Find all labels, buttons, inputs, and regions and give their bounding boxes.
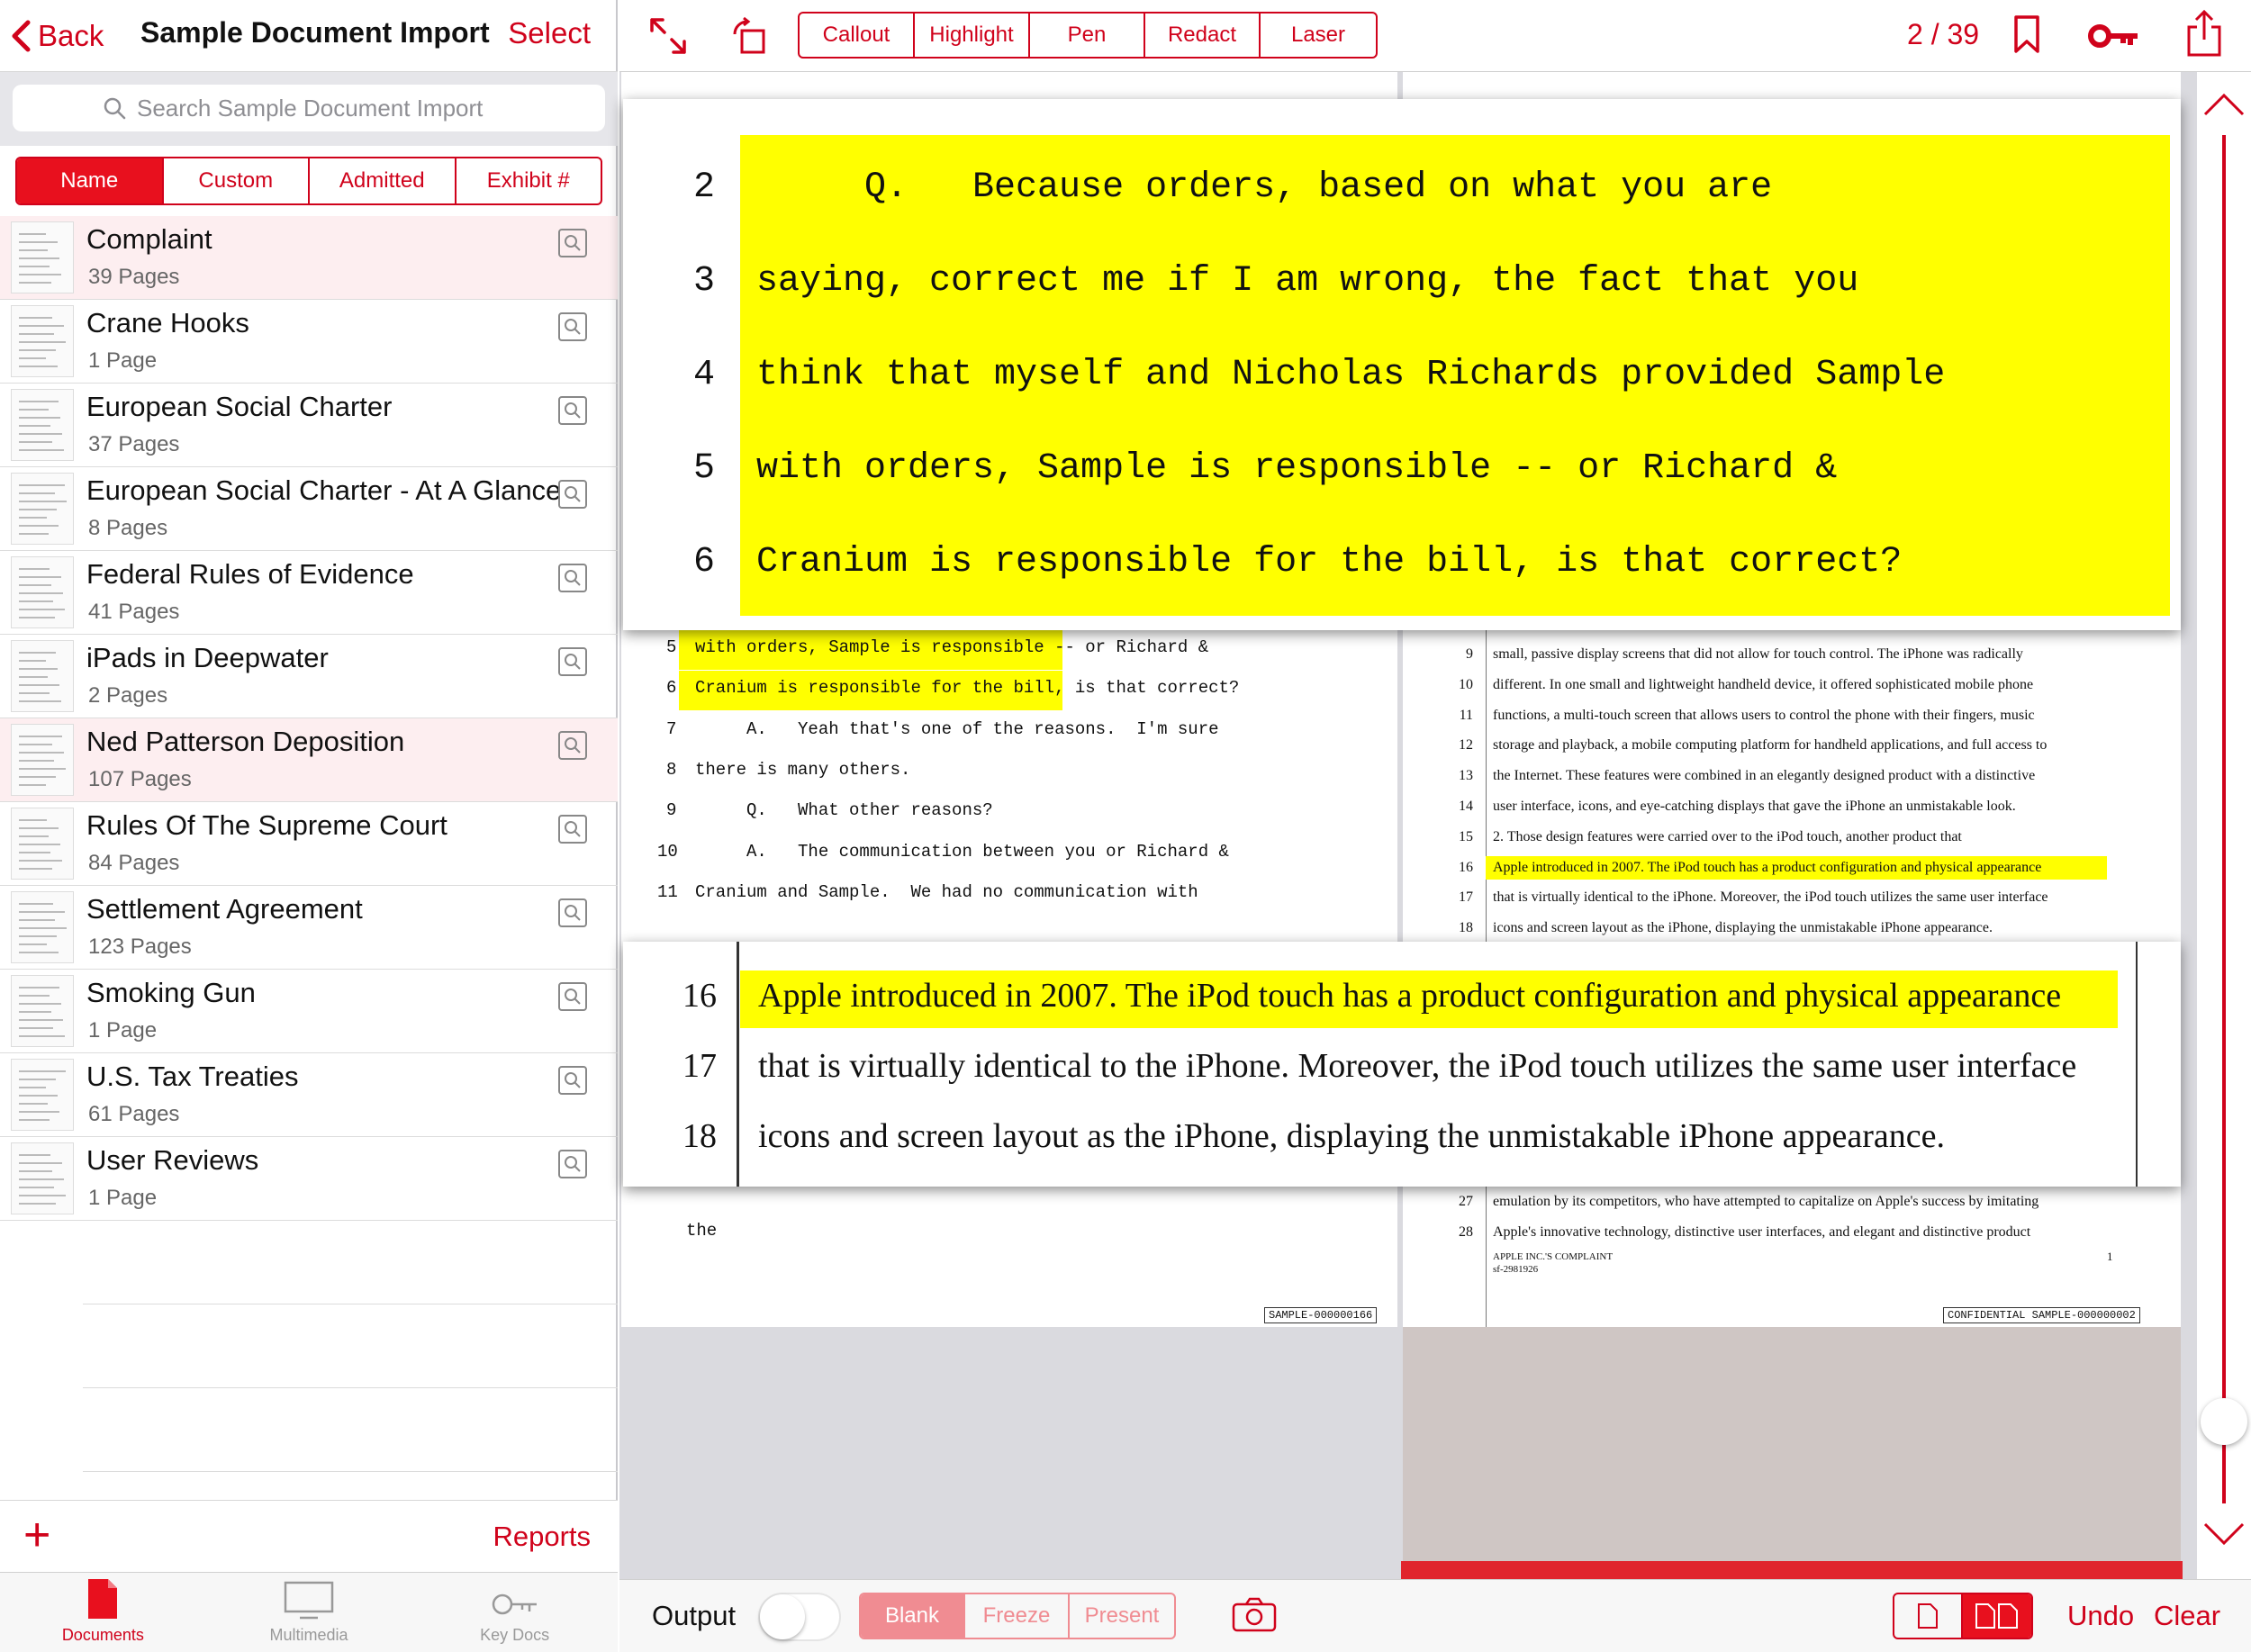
- search-icon: [563, 652, 583, 672]
- search-icon: [563, 233, 583, 253]
- viewer-toolbar: [619, 0, 2251, 72]
- search-bar: [0, 72, 618, 146]
- scrubber-thumb[interactable]: [2201, 1398, 2247, 1445]
- document-name: Ned Patterson Deposition: [86, 726, 405, 757]
- search-icon: [563, 903, 583, 923]
- complaint-line: functions, a multi-touch screen that allows users to control the phone with their fingers, music: [1493, 707, 2035, 723]
- thumbnail-line: [19, 341, 66, 343]
- thumbnail-line: [19, 676, 48, 678]
- thumbnail-line: [19, 417, 60, 419]
- search-icon: [563, 987, 583, 1007]
- line-number: 9: [1466, 646, 1473, 662]
- single-page-icon: [1917, 1602, 1939, 1629]
- mode-freeze-button[interactable]: Freeze: [965, 1594, 1070, 1638]
- document-search-button[interactable]: [558, 982, 587, 1011]
- line-number: 2: [693, 167, 716, 208]
- callout-line: Q. Because orders, based on what you are: [756, 167, 1773, 208]
- thumbnail-line: [19, 257, 59, 259]
- share-button[interactable]: [2186, 9, 2222, 62]
- thumbnail-line: [19, 241, 58, 243]
- line-number: 10: [657, 841, 678, 862]
- search-icon: [563, 1154, 583, 1174]
- complaint-line: user interface, icons, and eye-catching displays that gave the iPhone an unmistakable look.: [1493, 799, 2016, 814]
- key-doc-button[interactable]: [2087, 20, 2141, 57]
- line-number: 16: [683, 977, 717, 1015]
- add-document-button[interactable]: +: [23, 1509, 51, 1561]
- thumbnail-line: [19, 274, 61, 275]
- thumbnail-line: [19, 576, 61, 578]
- callout-complaint[interactable]: [623, 942, 2181, 1187]
- search-icon: [563, 1070, 583, 1090]
- thumbnail-line: [19, 317, 52, 319]
- document-page-count: 8 Pages: [88, 516, 168, 540]
- document-search-button[interactable]: [558, 898, 587, 927]
- tool-highlight-button[interactable]: Highlight: [915, 14, 1030, 57]
- document-list: [0, 216, 618, 1472]
- document-icon: [86, 1577, 119, 1620]
- tab-bar: [0, 1572, 618, 1652]
- complaint-page-number: 1: [2107, 1250, 2113, 1263]
- bookmark-icon: [2013, 14, 2040, 54]
- document-name: User Reviews: [86, 1144, 259, 1176]
- thumbnail-line: [19, 233, 46, 235]
- tool-laser-button[interactable]: Laser: [1290, 23, 1346, 47]
- line-number: 17: [1459, 889, 1473, 906]
- transcript-line: Cranium is responsible for the bill, is that correct?: [695, 678, 1240, 699]
- thumbnail-line: [19, 1111, 59, 1113]
- two-page-view-button[interactable]: [1963, 1594, 2031, 1638]
- thumbnail-line: [19, 1103, 48, 1105]
- thumbnail-line: [19, 441, 52, 443]
- thumbnail-line: [19, 433, 62, 435]
- thumbnail-line: [19, 492, 55, 494]
- thumbnail-line: [19, 509, 57, 510]
- callout-line: icons and screen layout as the iPhone, displaying the unmistakable iPhone appearance.: [758, 1117, 1946, 1155]
- document-name: European Social Charter - At A Glance: [86, 474, 562, 506]
- thumbnail-line: [19, 1162, 62, 1164]
- thumbnail-line: [19, 987, 59, 988]
- presentation-bar: [619, 1579, 2251, 1652]
- document-search-button[interactable]: [558, 647, 587, 676]
- sort-tab-admitted[interactable]: Admitted: [310, 158, 457, 203]
- thumbnail-line: [19, 249, 48, 251]
- complaint-line: emulation by its competitors, who have attempted to capitalize on Apple's success by imitating: [1493, 1194, 2039, 1209]
- callout-line: Apple introduced in 2007. The iPod touch has a product configuration and physical appearance: [758, 977, 2062, 1015]
- thumbnail-line: [19, 760, 54, 762]
- thumbnail-line: [19, 935, 57, 937]
- document-row[interactable]: [0, 970, 618, 1053]
- empty-list-row: [83, 1388, 618, 1472]
- chevron-up-icon[interactable]: [2202, 92, 2246, 117]
- complaint-line: storage and playback, a mobile computing platform for handheld applications, and full access to: [1493, 737, 2048, 754]
- thumbnail-line: [19, 1119, 50, 1121]
- thumbnail-line: [19, 409, 49, 411]
- document-row[interactable]: [0, 1137, 618, 1221]
- tab-label: Multimedia: [269, 1626, 348, 1644]
- tool-callout-button[interactable]: Callout: [800, 14, 915, 57]
- line-number: 18: [1459, 920, 1473, 936]
- callout-line: that is virtually identical to the iPhone. Moreover, the iPod touch utilizes the same user interface: [758, 1047, 2077, 1085]
- thumbnail-line: [19, 1003, 61, 1005]
- document-viewer: [619, 0, 2251, 1652]
- two-page-icon: [1975, 1602, 2020, 1629]
- thumbnail-line: [19, 266, 50, 267]
- expand-icon: [648, 16, 688, 56]
- margin-rule: [2136, 942, 2138, 1187]
- line-number: 14: [1459, 799, 1473, 814]
- margin-rule: [737, 942, 739, 1187]
- clear-button[interactable]: Clear: [2154, 1600, 2221, 1631]
- thumbnail-line: [19, 919, 55, 921]
- document-search-button[interactable]: [558, 1150, 587, 1178]
- callout-line: Cranium is responsible for the bill, is that correct?: [756, 542, 1903, 582]
- back-button[interactable]: [11, 13, 104, 59]
- complaint-line: 2. Those design features were carried over to the iPod touch, another product that: [1493, 828, 1962, 844]
- thumbnail-line: [19, 852, 50, 853]
- line-number: 4: [693, 355, 716, 395]
- transcript-line: Cranium and Sample. We had no communication with: [695, 881, 1198, 902]
- transcript-line: with orders, Sample is responsible -- or Richard &: [695, 637, 1209, 657]
- document-name: Crane Hooks: [86, 307, 249, 339]
- line-number: 27: [1459, 1194, 1473, 1209]
- tab-documents[interactable]: [0, 1573, 206, 1652]
- thumbnail-line: [19, 1154, 50, 1156]
- document-thumbnail: [11, 221, 74, 293]
- thumbnail-line: [19, 1095, 58, 1097]
- thumbnail-line: [19, 835, 49, 837]
- monitor-icon: [284, 1581, 334, 1620]
- thumbnail-line: [19, 692, 50, 694]
- search-box[interactable]: [13, 85, 605, 131]
- transcript-line: A. Yeah that's one of the reasons. I'm sure: [695, 718, 1219, 739]
- document-thumbnail: [11, 305, 74, 377]
- document-search-button[interactable]: [558, 1066, 587, 1095]
- document-page-count: 107 Pages: [88, 767, 192, 791]
- tab-label: Documents: [61, 1626, 144, 1644]
- page-progress-bar: [1401, 1561, 2183, 1579]
- scrubber-track[interactable]: [2222, 135, 2226, 1503]
- document-thumbnail: [11, 808, 74, 880]
- document-name: Rules Of The Supreme Court: [86, 809, 447, 841]
- page-view-control: [1893, 1593, 2033, 1639]
- document-thumbnail: [11, 724, 74, 796]
- thumbnail-line: [19, 844, 60, 845]
- thumbnail-line: [19, 517, 47, 519]
- sort-segmented-control: [15, 157, 602, 205]
- thumbnail-line: [19, 1178, 64, 1180]
- pages-area: [619, 72, 2197, 1579]
- document-sidebar: [0, 0, 618, 1652]
- document-thumbnail: [11, 1059, 74, 1131]
- thumbnail-line: [19, 927, 67, 929]
- page-scrubber[interactable]: [2197, 72, 2251, 1579]
- search-icon: [563, 568, 583, 588]
- screenshot-button[interactable]: [1232, 1596, 1277, 1637]
- single-page-view-button[interactable]: [1894, 1594, 1963, 1638]
- line-number: 28: [1459, 1224, 1473, 1240]
- bates-stamp: SAMPLE-000000166: [1264, 1307, 1377, 1323]
- sidebar-header: [0, 0, 618, 72]
- thumbnail-line: [19, 401, 59, 402]
- complaint-line: small, passive display screens that did not allow for touch control. The iPhone was radically: [1493, 646, 2023, 662]
- complaint-line: icons and screen layout as the iPhone, displaying the unmistakable iPhone appearance.: [1493, 920, 1993, 936]
- chevron-down-icon[interactable]: [2202, 1521, 2246, 1547]
- document-name: European Social Charter: [86, 391, 393, 422]
- document-row[interactable]: [0, 635, 618, 718]
- thumbnail-line: [19, 449, 64, 451]
- document-page-count: 61 Pages: [88, 1102, 180, 1126]
- line-number: 13: [1459, 768, 1473, 784]
- thumbnail-line: [19, 995, 50, 997]
- fullscreen-button[interactable]: [648, 16, 688, 60]
- document-name: Federal Rules of Evidence: [86, 558, 414, 590]
- thumbnail-line: [19, 768, 66, 770]
- callout-line: with orders, Sample is responsible -- or Richard &: [756, 448, 1838, 489]
- tab-label: Key Docs: [480, 1626, 550, 1644]
- document-thumbnail: [11, 389, 74, 461]
- document-thumbnail: [11, 556, 74, 628]
- annotation-tools: [798, 12, 1378, 59]
- complaint-line: Apple's innovative technology, distinctive user interfaces, and elegant and distinctive product: [1493, 1224, 2031, 1240]
- document-thumbnail: [11, 473, 74, 545]
- output-mode-control: [859, 1593, 1176, 1639]
- thumbnail-line: [19, 776, 56, 778]
- complaint-line: the Internet. These features were combined in an elegantly designed product with a distinctive: [1493, 768, 2036, 784]
- line-number: 12: [1459, 737, 1473, 754]
- thumbnail-line: [19, 860, 62, 862]
- thumbnail-line: [19, 1203, 56, 1205]
- thumbnail-line: [19, 1187, 54, 1188]
- thumbnail-line: [19, 684, 59, 686]
- line-number: 10: [1459, 676, 1473, 692]
- rotate-button[interactable]: [729, 16, 769, 60]
- page-counter[interactable]: 2 / 39: [1907, 18, 1980, 50]
- document-page-count: 1 Page: [88, 348, 158, 373]
- thumbnail-line: [19, 501, 67, 502]
- search-icon: [563, 484, 583, 504]
- thumbnail-line: [19, 668, 58, 670]
- callout-line: saying, correct me if I am wrong, the fact that you: [756, 261, 1859, 302]
- document-thumbnail: [11, 891, 74, 963]
- thumbnail-line: [19, 911, 65, 913]
- line-number: 15: [1459, 828, 1473, 844]
- thumbnail-line: [19, 609, 65, 610]
- document-search-button[interactable]: [558, 312, 587, 341]
- thumbnail-line: [19, 333, 54, 335]
- document-thumbnail: [11, 1142, 74, 1214]
- document-row[interactable]: [0, 802, 618, 886]
- document-search-button[interactable]: [558, 731, 587, 760]
- document-thumbnail: [11, 975, 74, 1047]
- search-icon: [563, 736, 583, 755]
- thumbnail-line: [19, 617, 55, 618]
- search-icon: [563, 819, 583, 839]
- output-toggle[interactable]: [758, 1593, 841, 1641]
- bates-stamp: CONFIDENTIAL SAMPLE-000000002: [1943, 1307, 2140, 1323]
- complaint-line: that is virtually identical to the iPhone. Moreover, the iPod touch utilizes the same user interface: [1493, 889, 2048, 906]
- line-number: 6: [666, 678, 677, 699]
- thumbnail-line: [19, 325, 64, 327]
- thumbnail-line: [19, 652, 56, 654]
- thumbnail-line: [19, 819, 47, 821]
- key-icon: [490, 1588, 540, 1620]
- toggle-knob: [760, 1594, 805, 1639]
- thumbnail-line: [19, 752, 64, 754]
- transcript-line: there is many others.: [695, 759, 911, 780]
- search-input[interactable]: [137, 95, 515, 122]
- callout-line: think that myself and Nicholas Richards provided Sample: [756, 355, 1946, 395]
- document-search-button[interactable]: [558, 396, 587, 425]
- search-icon: [563, 401, 583, 420]
- document-name: U.S. Tax Treaties: [86, 1061, 299, 1092]
- mode-blank-button[interactable]: Blank: [861, 1594, 965, 1638]
- tool-pen-button[interactable]: Pen: [1030, 14, 1145, 57]
- thumbnail-line: [19, 744, 52, 745]
- line-number: 18: [683, 1117, 717, 1155]
- chevron-left-icon: [11, 20, 31, 52]
- document-page-count: 2 Pages: [88, 683, 168, 708]
- transcript-line: Q. What other reasons?: [695, 800, 993, 821]
- document-page-count: 41 Pages: [88, 600, 180, 624]
- thumbnail-line: [19, 484, 65, 486]
- mode-present-button[interactable]: Present: [1084, 1603, 1160, 1628]
- sidebar-title: Sample Document Import: [140, 16, 490, 49]
- complaint-footer-title: APPLE INC.'S COMPLAINT: [1493, 1251, 1614, 1262]
- thumbnail-line: [19, 952, 59, 953]
- line-number: 17: [683, 1047, 717, 1085]
- line-number: 16: [1459, 859, 1473, 875]
- document-page-count: 1 Page: [88, 1018, 158, 1043]
- search-icon: [103, 96, 126, 120]
- document-row[interactable]: [0, 300, 618, 384]
- share-icon: [2186, 9, 2222, 58]
- thumbnail-line: [19, 827, 59, 829]
- thumbnail-line: [19, 1087, 46, 1088]
- thumbnail-line: [19, 568, 50, 570]
- tab-multimedia[interactable]: [206, 1573, 412, 1652]
- document-search-button[interactable]: [558, 564, 587, 592]
- line-number: 6: [693, 542, 716, 582]
- thumbnail-line: [19, 600, 53, 602]
- thumbnail-line: [19, 425, 50, 427]
- thumbnail-line: [19, 1011, 51, 1013]
- empty-list-row: [83, 1221, 618, 1304]
- thumbnail-line: [19, 1027, 53, 1029]
- thumbnail-line: [19, 584, 51, 586]
- callout-deposition[interactable]: [623, 99, 2181, 630]
- thumbnail-line: [19, 1079, 56, 1080]
- back-label: Back: [38, 19, 104, 52]
- thumbnail-line: [19, 366, 58, 367]
- line-number: 5: [693, 448, 716, 489]
- line-number: 11: [657, 881, 678, 902]
- document-page-count: 1 Page: [88, 1186, 158, 1210]
- tab-key-docs[interactable]: [411, 1573, 618, 1652]
- document-name: iPads in Deepwater: [86, 642, 329, 673]
- thumbnail-line: [19, 868, 52, 870]
- key-icon: [2087, 20, 2141, 52]
- line-number: 8: [666, 759, 677, 780]
- thumbnail-line: [19, 1070, 66, 1072]
- bookmark-button[interactable]: [2013, 14, 2040, 59]
- thumbnail-line: [19, 592, 63, 594]
- document-row[interactable]: [0, 216, 618, 300]
- document-search-button[interactable]: [558, 480, 587, 509]
- thumbnail-line: [19, 784, 46, 786]
- complaint-line: Apple introduced in 2007. The iPod touch has a product configuration and physical appearance: [1493, 859, 2042, 875]
- document-page-count: 84 Pages: [88, 851, 180, 875]
- tool-redact-button[interactable]: Redact: [1145, 14, 1261, 57]
- document-name: Settlement Agreement: [86, 893, 363, 925]
- sidebar-footer: [0, 1500, 618, 1572]
- document-row[interactable]: [0, 467, 618, 551]
- document-thumbnail: [11, 640, 74, 712]
- document-page-count: 37 Pages: [88, 432, 180, 456]
- line-number: 11: [1459, 707, 1473, 723]
- sort-tab-exhibit[interactable]: Exhibit #: [486, 168, 570, 193]
- thumbnail-line: [19, 282, 51, 284]
- thumbnail-line: [19, 1035, 65, 1037]
- document-row[interactable]: [0, 551, 618, 635]
- thumbnail-line: [19, 1195, 66, 1196]
- document-page-count: 123 Pages: [88, 934, 192, 959]
- transcript-line: the: [686, 1221, 718, 1241]
- rotate-icon: [729, 16, 769, 56]
- thumbnail-line: [19, 660, 46, 662]
- undo-button[interactable]: Undo: [2067, 1600, 2135, 1631]
- complaint-line: different. In one small and lightweight handheld device, it offered sophisticated mobile phone: [1493, 676, 2034, 692]
- thumbnail-line: [19, 736, 62, 737]
- line-number: 3: [693, 261, 716, 302]
- line-number: 7: [666, 718, 677, 739]
- transcript-line: A. The communication between you or Richard &: [695, 841, 1229, 862]
- document-search-button[interactable]: [558, 229, 587, 257]
- line-number: 5: [666, 637, 677, 657]
- line-number: 9: [666, 800, 677, 821]
- sort-tab-name[interactable]: Name: [17, 158, 164, 203]
- document-search-button[interactable]: [558, 815, 587, 844]
- camera-icon: [1232, 1596, 1277, 1632]
- document-row[interactable]: [0, 384, 618, 467]
- select-button[interactable]: Select: [508, 16, 591, 50]
- complaint-footer-id: sf-2981926: [1493, 1264, 1539, 1275]
- search-icon: [563, 317, 583, 337]
- document-row[interactable]: [0, 886, 618, 970]
- thumbnail-line: [19, 903, 53, 905]
- sort-tab-custom[interactable]: Custom: [164, 158, 311, 203]
- thumbnail-line: [19, 357, 46, 359]
- thumbnail-line: [19, 533, 49, 535]
- thumbnail-line: [19, 700, 61, 702]
- thumbnail-line: [19, 1170, 52, 1172]
- thumbnail-line: [19, 1019, 63, 1021]
- document-row[interactable]: [0, 1053, 618, 1137]
- thumbnail-line: [19, 943, 47, 945]
- reports-button[interactable]: Reports: [493, 1521, 591, 1552]
- document-page-count: 39 Pages: [88, 265, 180, 289]
- document-name: Smoking Gun: [86, 977, 256, 1008]
- document-name: Complaint: [86, 223, 212, 255]
- output-label: Output: [652, 1600, 737, 1631]
- thumbnail-line: [19, 525, 59, 527]
- document-row[interactable]: [0, 718, 618, 802]
- thumbnail-line: [19, 349, 56, 351]
- empty-list-row: [83, 1304, 618, 1388]
